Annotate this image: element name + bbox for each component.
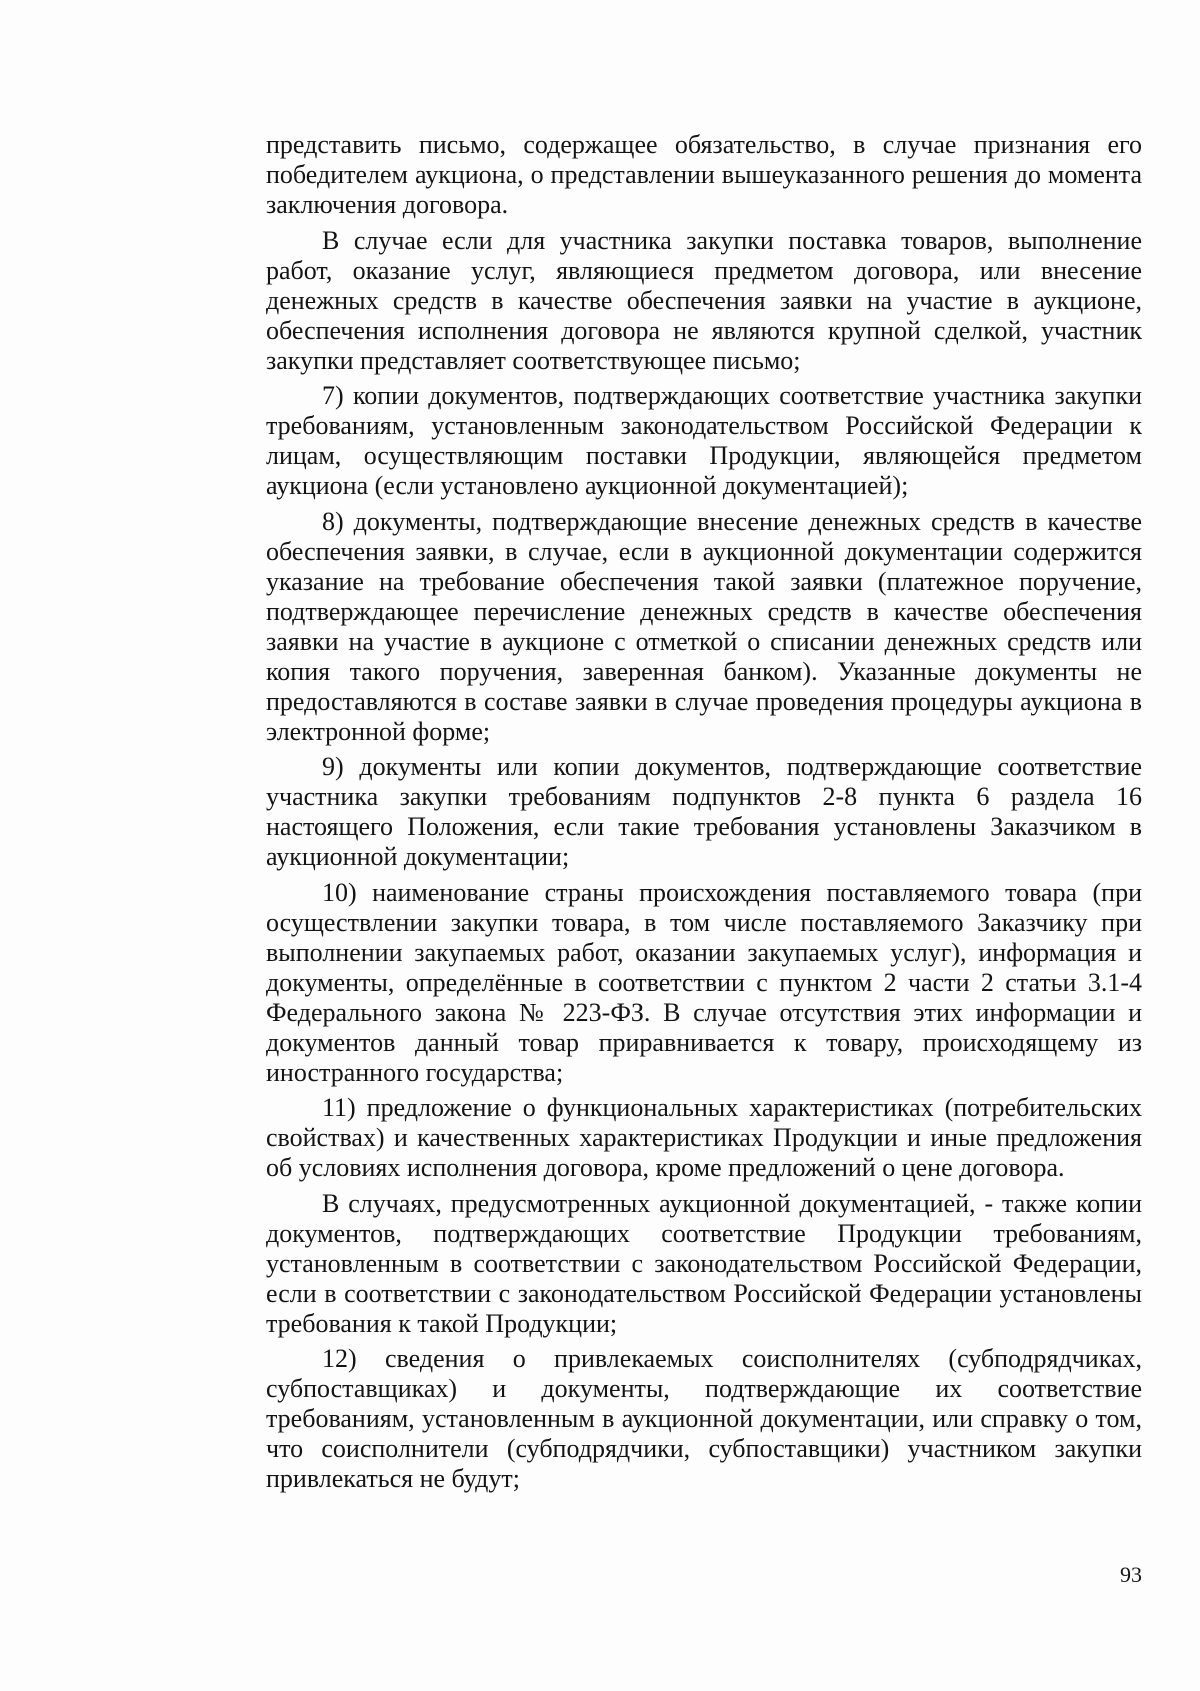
paragraph-item-9: 9) документы или копии документов, подтверждающие соответствие участника закупки требованиям подпунктов 2-8 пункта 6 раздела 16 настоящего Положения, если такие требования установлены Заказчиком в аукционной документации; [266, 752, 1142, 871]
paragraph-certification-cases: В случаях, предусмотренных аукционной документацией, - также копии документов, подтверждающих соответствие Продукции требованиям, установленным в соответствии с законодательством Российской Федерации, если в соответствии с законодательством Российской Федерации установлены требования к такой Продукции; [266, 1188, 1142, 1338]
paragraph-item-7: 7) копии документов, подтверждающих соответствие участника закупки требованиям, установленным законодательством Российской Федерации к лицам, осуществляющим поставки Продукции, являющейся предметом аукциона (если установлено аукционной документацией); [266, 381, 1142, 500]
paragraph-large-transaction: В случае если для участника закупки поставка товаров, выполнение работ, оказание услуг, являющиеся предметом договора, или внесение денежных средств в качестве обеспечения заявки на участие в аукционе, обеспечения исполнения договора не являются крупной сделкой, участник закупки представляет соответствующее письмо; [266, 225, 1142, 375]
paragraph-item-11: 11) предложение о функциональных характеристиках (потребительских свойствах) и качественных характеристиках Продукции и иные предложения об условиях исполнения договора, кроме предложений о цене договора. [266, 1093, 1142, 1182]
paragraph-item-10: 10) наименование страны происхождения поставляемого товара (при осуществлении закупки товара, в том числе поставляемого Заказчику при выполнении закупаемых работ, оказании закупаемых услуг), информация и документы, определённые в соответствии с пунктом 2 части 2 статьи 3.1-4 Федерального закона № 223-ФЗ. В случае отсутствия этих информации и документов данный товар приравнивается к товару, происходящему из иностранного государства; [266, 877, 1142, 1087]
paragraph-item-12: 12) сведения о привлекаемых соисполнителях (субподрядчиках, субпоставщиках) и документы, подтверждающие их соответствие требованиям, установленным в аукционной документации, или справку о том, что соисполнители (субподрядчики, субпоставщики) участником закупки привлекаться не будут; [266, 1344, 1142, 1493]
document-body [266, 130, 1142, 1500]
paragraph-item-8: 8) документы, подтверждающие внесение денежных средств в качестве обеспечения заявки, в случае, если в аукционной документации содержится указание на требование обеспечения такой заявки (платежное поручение, подтверждающее перечисление денежных средств в качестве обеспечения заявки на участие в аукционе с отметкой о списании денежных средств или копия такого поручения, заверенная банком). Указанные документы не предоставляются в составе заявки в случае проведения процедуры аукциона в электронной форме; [266, 506, 1142, 746]
paragraph-continuation: представить письмо, содержащее обязательство, в случае признания его победителем аукциона, о представлении вышеуказанного решения до момента заключения договора. [266, 130, 1142, 219]
page-number: 93 [1120, 1562, 1142, 1587]
